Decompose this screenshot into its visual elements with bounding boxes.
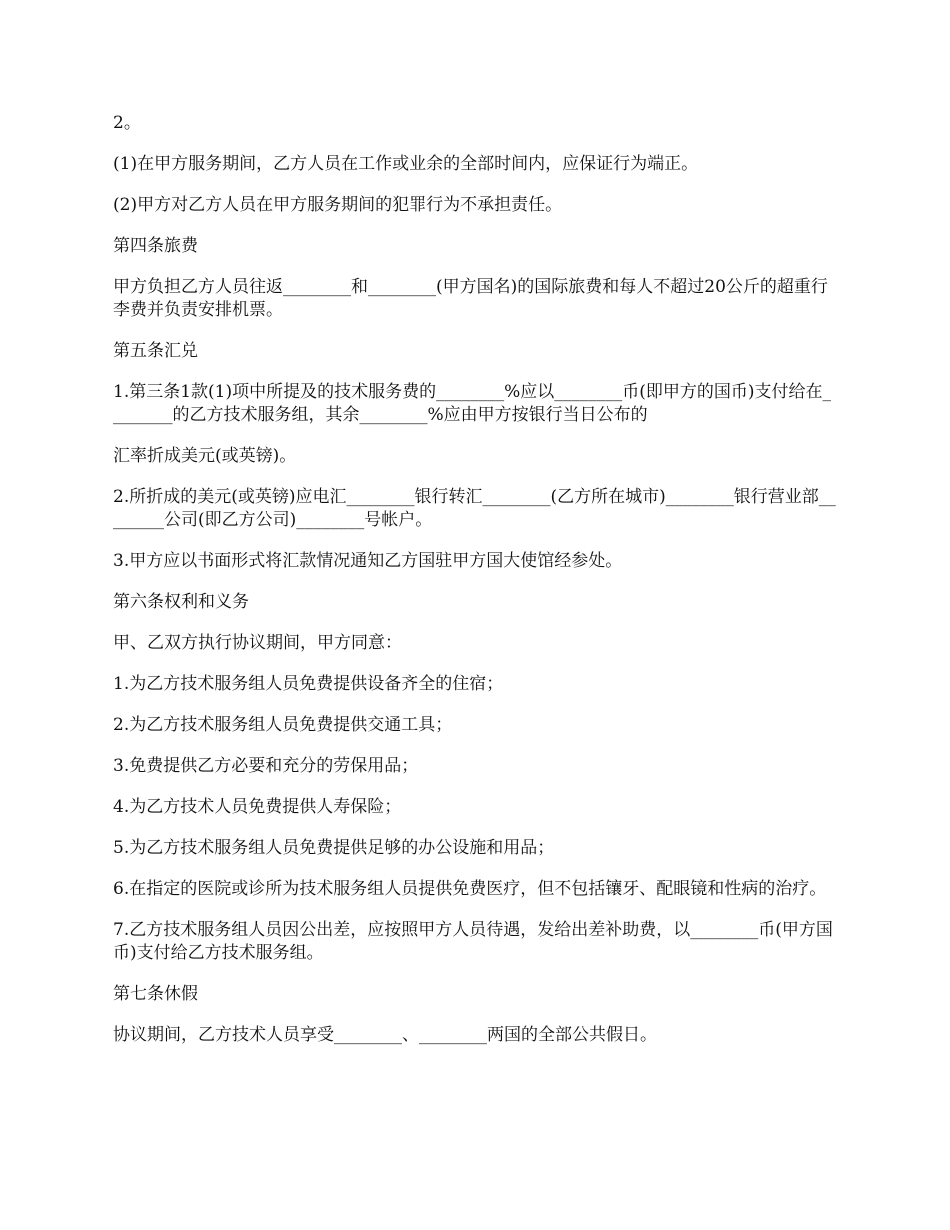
document-page bbox=[113, 112, 838, 1065]
exchange-clause-1-continued: 汇率折成美元(或英镑)。 bbox=[113, 446, 297, 466]
clause-item-2: 2。 bbox=[113, 113, 141, 133]
rights-item-2: 2.为乙方技术服务组人员免费提供交通工具； bbox=[113, 715, 453, 735]
section-heading-exchange: 第五条汇兑 bbox=[113, 341, 198, 361]
clause-sub-1: (1)在甲方服务期间，乙方人员在工作或业余的全部时间内，应保证行为端正。 bbox=[113, 154, 699, 174]
rights-item-4: 4.为乙方技术人员免费提供人寿保险； bbox=[113, 797, 402, 817]
exchange-clause-2: 2.所折成的美元(或英镑)应电汇________银行转汇________(乙方所在城市)________银行营业部________公司(即乙方公司)________号帐户。 bbox=[113, 487, 836, 530]
exchange-clause-1: 1.第三条1款(1)项中所提及的技术服务费的________%应以________币(即甲方的国币)支付给在________的乙方技术服务组，其余________%应由甲方按银行当日公布的 bbox=[113, 382, 832, 425]
rights-item-5: 5.为乙方技术服务组人员免费提供足够的办公设施和用品； bbox=[113, 838, 555, 858]
holiday-clause: 协议期间，乙方技术人员享受________、________两国的全部公共假日。 bbox=[113, 1025, 657, 1045]
section-heading-holiday: 第七条休假 bbox=[113, 984, 198, 1004]
travel-clause: 甲方负担乙方人员往返________和________(甲方国名)的国际旅费和每人不超过20公斤的超重行李费并负责安排机票。 bbox=[113, 277, 828, 320]
section-heading-travel: 第四条旅费 bbox=[113, 236, 198, 256]
exchange-clause-3: 3.甲方应以书面形式将汇款情况通知乙方国驻甲方国大使馆经参处。 bbox=[113, 551, 623, 571]
section-heading-rights: 第六条权利和义务 bbox=[113, 592, 249, 612]
rights-item-6: 6.在指定的医院或诊所为技术服务组人员提供免费医疗，但不包括镶牙、配眼镜和性病的治疗。 bbox=[113, 879, 827, 899]
rights-intro: 甲、乙双方执行协议期间，甲方同意： bbox=[113, 633, 402, 653]
rights-item-3: 3.免费提供乙方必要和充分的劳保用品； bbox=[113, 756, 419, 776]
clause-sub-2: (2)甲方对乙方人员在甲方服务期间的犯罪行为不承担责任。 bbox=[113, 195, 563, 215]
rights-item-1: 1.为乙方技术服务组人员免费提供设备齐全的住宿； bbox=[113, 674, 504, 694]
rights-item-7: 7.乙方技术服务组人员因公出差，应按照甲方人员待遇，发给出差补助费，以________币(甲方国币)支付给乙方技术服务组。 bbox=[113, 920, 833, 963]
